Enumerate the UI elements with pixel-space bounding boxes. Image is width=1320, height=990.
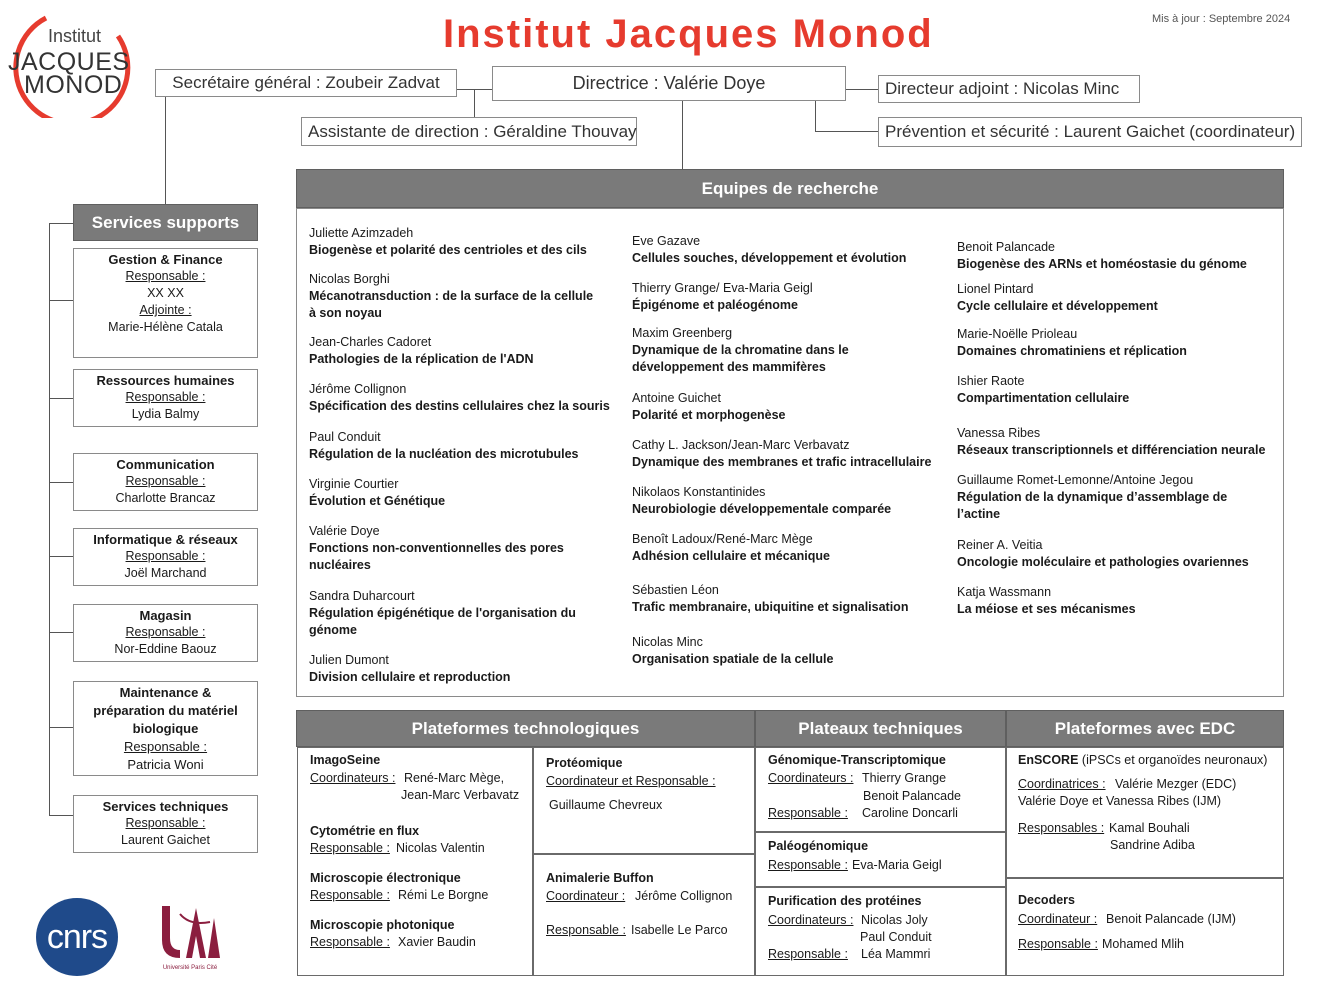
team-entry xyxy=(957,281,1158,315)
service-resp-label: Responsable : xyxy=(125,816,206,830)
team-topic: Biogenèse des ARNs et homéostasie du génome xyxy=(957,257,1247,271)
team-topic: Organisation spatiale de la cellule xyxy=(632,652,834,666)
team-leader: Nikolaos Konstantinides xyxy=(632,485,766,499)
team-entry xyxy=(309,225,587,259)
team-entry xyxy=(957,537,1249,571)
team-topic: Cellules souches, développement et évolution xyxy=(632,251,907,265)
service-ressources-humaines xyxy=(73,369,258,427)
decoders-coord-label: Coordinateur : xyxy=(1018,912,1098,926)
proteomique-title: Protéomique xyxy=(546,756,623,770)
team-entry xyxy=(957,425,1265,459)
service-title: Maintenance & xyxy=(119,685,212,700)
team-entry xyxy=(309,334,534,368)
team-leader: Jérôme Collignon xyxy=(309,382,407,396)
decoders-coord: Benoit Palancade (IJM) xyxy=(1106,912,1236,926)
me-resp: Rémi Le Borgne xyxy=(398,888,489,902)
ijm-logo xyxy=(6,6,138,116)
connector-line xyxy=(49,727,73,728)
animalerie-resp: Isabelle Le Parco xyxy=(631,923,728,937)
decoders-resp: Mohamed Mlih xyxy=(1102,937,1184,951)
service-resp-label: Responsable : xyxy=(125,390,206,404)
genomique-coord-2: Benoit Palancade xyxy=(863,789,961,803)
me-resp-label: Responsable : xyxy=(310,888,390,902)
team-entry xyxy=(309,476,445,510)
paleo-resp-label: Responsable : xyxy=(768,858,848,872)
team-topic: Fonctions non-conventionnelles des pores xyxy=(309,541,564,555)
genomique-title: Génomique-Transcriptomique xyxy=(768,753,946,767)
team-leader: Virginie Courtier xyxy=(309,477,399,491)
paleo-resp: Eva-Maria Geigl xyxy=(852,858,942,872)
service-resp-name: Nor-Eddine Baouz xyxy=(114,642,217,656)
cytometrie-resp-label: Responsable : xyxy=(310,841,390,855)
team-leader: Marie-Noëlle Prioleau xyxy=(957,327,1078,341)
team-leader: Paul Conduit xyxy=(309,430,381,444)
decoders-resp-label: Responsable : xyxy=(1018,937,1098,951)
service-resp-label: Responsable : xyxy=(125,549,206,563)
team-entry xyxy=(632,582,908,616)
team-leader: Benoit Palancade xyxy=(957,240,1055,254)
mp-resp: Xavier Baudin xyxy=(398,935,476,949)
imagoseine-coord-1: René-Marc Mège, xyxy=(404,771,505,785)
purification-coord-1: Nicolas Joly xyxy=(861,913,928,927)
mp-resp-label: Responsable : xyxy=(310,935,390,949)
service-resp-label: Responsable : xyxy=(125,625,206,639)
team-entry xyxy=(957,472,1227,523)
team-leader: Guillaume Romet-Lemonne/Antoine Jegou xyxy=(957,473,1194,487)
imagoseine-coord-label: Coordinateurs : xyxy=(310,771,396,785)
purification-coord-label: Coordinateurs : xyxy=(768,913,854,927)
logo-text-jacques: JACQUES xyxy=(8,48,130,76)
assistante-box: Assistante de direction : Géraldine Thouvay xyxy=(301,117,637,146)
research-teams-header: Equipes de recherche xyxy=(296,169,1284,208)
animalerie-coord-label: Coordinateur : xyxy=(546,889,626,903)
genomique-resp-label: Responsable : xyxy=(768,806,848,820)
team-entry xyxy=(957,326,1187,360)
connector-line xyxy=(49,300,73,301)
upc-label: Université Paris Cité xyxy=(162,965,218,971)
connector-line xyxy=(49,556,73,557)
proteomique-label: Coordinateur et Responsable : xyxy=(546,774,716,788)
team-leader: Vanessa Ribes xyxy=(957,426,1041,440)
paleogenomique-title: Paléogénomique xyxy=(768,839,869,853)
microscopie-photonique-title: Microscopie photonique xyxy=(310,918,455,932)
team-leader: Valérie Doye xyxy=(309,524,380,538)
team-topic: Dynamique de la chromatine dans le xyxy=(632,343,849,357)
service-resp-label: Responsable : xyxy=(125,474,206,488)
team-entry xyxy=(309,588,576,639)
animalerie-resp-label: Responsable : xyxy=(546,923,626,937)
service-title-2: préparation du matériel xyxy=(93,703,238,718)
plateaux-header: Plateaux techniques xyxy=(755,710,1006,747)
service-title: Gestion & Finance xyxy=(108,252,223,267)
team-entry xyxy=(632,531,830,565)
genomique-coord-1: Thierry Grange xyxy=(862,771,947,785)
service-informatique xyxy=(73,528,258,586)
service-title: Communication xyxy=(116,457,215,472)
service-title: Informatique & réseaux xyxy=(93,532,238,547)
purification-resp: Léa Mammri xyxy=(861,947,931,961)
connector-line xyxy=(682,101,683,169)
team-entry xyxy=(309,271,593,322)
enscore-title-line xyxy=(1018,752,1267,769)
secretaire-general-box: Secrétaire général : Zoubeir Zadvat xyxy=(155,69,457,97)
team-entry xyxy=(957,373,1129,407)
team-entry xyxy=(309,381,610,415)
team-leader: Nicolas Borghi xyxy=(309,272,390,286)
connector-line xyxy=(815,131,878,132)
connector-line xyxy=(165,97,166,204)
team-entry xyxy=(632,325,849,376)
services-supports-header: Services supports xyxy=(73,204,258,241)
service-techniques xyxy=(73,795,258,853)
enscore-coord-label: Coordinatrices : xyxy=(1018,777,1106,791)
team-topic: Évolution et Génétique xyxy=(309,494,446,508)
service-resp-name: XX XX xyxy=(147,286,184,300)
enscore-subtitle: (iPSCs et organoïdes neuronaux) xyxy=(1081,753,1268,767)
connector-line xyxy=(846,89,878,90)
service-adjoint-name: Marie-Hélène Catala xyxy=(108,320,223,334)
genomique-resp: Caroline Doncarli xyxy=(862,806,958,820)
team-leader: Juliette Azimzadeh xyxy=(309,226,414,240)
team-topic: Régulation épigénétique de l'organisation du xyxy=(309,606,576,620)
team-topic: Cycle cellulaire et développement xyxy=(957,299,1158,313)
service-communication xyxy=(73,453,258,511)
upc-emblem-icon xyxy=(150,900,230,966)
team-leader: Antoine Guichet xyxy=(632,391,721,405)
team-topic-continued: nucléaires xyxy=(309,558,371,572)
proteomique-name: Guillaume Chevreux xyxy=(549,798,663,812)
team-topic: Pathologies de la réplication de l'ADN xyxy=(309,352,534,366)
team-leader: Reiner A. Veitia xyxy=(957,538,1043,552)
logo-text-monod: MONOD xyxy=(24,71,123,99)
team-leader: Cathy L. Jackson/Jean-Marc Verbavatz xyxy=(632,438,850,452)
directeur-adjoint-box: Directeur adjoint : Nicolas Minc xyxy=(878,75,1140,103)
team-entry xyxy=(632,484,891,518)
team-leader: Nicolas Minc xyxy=(632,635,703,649)
service-resp-name: Laurent Gaichet xyxy=(121,833,210,847)
service-resp-name: Joël Marchand xyxy=(124,566,207,580)
plateformes-tech-header: Plateformes technologiques xyxy=(296,710,755,747)
team-leader: Sébastien Léon xyxy=(632,583,719,597)
cnrs-logo: cnrs xyxy=(36,898,118,976)
connector-line xyxy=(815,101,816,131)
team-topic: Domaines chromatiniens et réplication xyxy=(957,344,1187,358)
logo-text-institut: Institut xyxy=(48,26,102,46)
cytometrie-title: Cytométrie en flux xyxy=(310,824,420,838)
enscore-resp-1: Kamal Bouhali xyxy=(1109,821,1190,835)
team-topic: Neurobiologie développementale comparée xyxy=(632,502,892,516)
team-topic-continued: l’actine xyxy=(957,507,1001,521)
plateformes-edc-header: Plateformes avec EDC xyxy=(1006,710,1284,747)
purification-resp-label: Responsable : xyxy=(768,947,848,961)
connector-line xyxy=(49,398,73,399)
team-topic: Régulation de la nucléation des microtubules xyxy=(309,447,579,461)
connector-line xyxy=(49,815,73,816)
service-resp-name: Charlotte Brancaz xyxy=(115,491,216,505)
team-topic: Biogenèse et polarité des centrioles et des cils xyxy=(309,243,587,257)
team-entry xyxy=(309,523,564,574)
team-leader: Thierry Grange/ Eva-Maria Geigl xyxy=(632,281,813,295)
service-resp-label: Responsable : xyxy=(125,269,206,283)
team-topic: Adhésion cellulaire et mécanique xyxy=(632,549,830,563)
team-leader: Eve Gazave xyxy=(632,234,701,248)
service-maintenance xyxy=(73,681,258,776)
team-topic: Polarité et morphogenèse xyxy=(632,408,786,422)
team-topic: Compartimentation cellulaire xyxy=(957,391,1130,405)
team-entry xyxy=(632,437,931,471)
team-topic: Trafic membranaire, ubiquitine et signalisation xyxy=(632,600,909,614)
service-title-3: biologique xyxy=(132,721,199,736)
research-teams-panel xyxy=(296,208,1284,697)
connector-line xyxy=(49,223,73,224)
team-entry xyxy=(309,429,579,463)
team-topic: Spécification des destins cellulaires chez la souris xyxy=(309,399,610,413)
enscore-coord-1: Valérie Mezger (EDC) xyxy=(1115,777,1237,791)
imagoseine-title: ImagoSeine xyxy=(310,753,381,767)
team-topic: Réseaux transcriptionnels et différenciation neurale xyxy=(957,443,1266,457)
team-topic: Régulation de la dynamique d’assemblage de xyxy=(957,490,1228,504)
enscore-resp-2: Sandrine Adiba xyxy=(1110,838,1195,852)
team-leader: Ishier Raote xyxy=(957,374,1025,388)
service-gestion-finance xyxy=(73,248,258,358)
team-topic: Dynamique des membranes et trafic intracellulaire xyxy=(632,455,932,469)
team-entry xyxy=(632,634,833,668)
imagoseine-coord-2: Jean-Marc Verbavatz xyxy=(401,788,520,802)
team-entry xyxy=(309,652,510,686)
team-leader: Lionel Pintard xyxy=(957,282,1034,296)
team-entry xyxy=(632,233,906,267)
team-topic: Division cellulaire et reproduction xyxy=(309,670,511,684)
cytometrie-resp: Nicolas Valentin xyxy=(396,841,485,855)
team-leader: Benoît Ladoux/René-Marc Mège xyxy=(632,532,813,546)
service-resp-name: Patricia Woni xyxy=(127,757,204,772)
team-entry xyxy=(632,390,786,424)
connector-line xyxy=(474,89,475,117)
team-topic: Oncologie moléculaire et pathologies ovariennes xyxy=(957,555,1249,569)
purification-coord-2: Paul Conduit xyxy=(860,930,932,944)
team-topic-continued: développement des mammifères xyxy=(632,360,826,374)
enscore-coord-2: Valérie Doye et Vanessa Ribes (IJM) xyxy=(1018,794,1222,808)
enscore-resp-label: Responsables : xyxy=(1018,821,1105,835)
directrice-box: Directrice : Valérie Doye xyxy=(492,66,846,101)
team-leader: Julien Dumont xyxy=(309,653,389,667)
team-leader: Maxim Greenberg xyxy=(632,326,733,340)
team-topic: La méiose et ses mécanismes xyxy=(957,602,1136,616)
service-resp-name: Lydia Balmy xyxy=(131,407,200,421)
animalerie-title: Animalerie Buffon xyxy=(546,871,654,885)
connector-line xyxy=(49,482,73,483)
purification-title: Purification des protéines xyxy=(768,894,922,908)
update-date: Mis à jour : Septembre 2024 xyxy=(1152,13,1291,25)
decoders-title: Decoders xyxy=(1018,893,1075,907)
team-topic: Mécanotransduction : de la surface de la cellule xyxy=(309,289,594,303)
service-title: Magasin xyxy=(139,608,192,623)
team-leader: Jean-Charles Cadoret xyxy=(309,335,432,349)
service-title: Services techniques xyxy=(102,799,229,814)
service-magasin xyxy=(73,604,258,662)
team-entry xyxy=(957,584,1136,618)
team-entry xyxy=(632,280,813,314)
microscopie-electronique-title: Microscopie électronique xyxy=(310,871,461,885)
animalerie-coord: Jérôme Collignon xyxy=(635,889,733,903)
service-adjoint-label: Adjointe : xyxy=(139,303,192,317)
connector-line xyxy=(49,632,73,633)
service-resp-label: Responsable : xyxy=(123,739,208,754)
enscore-title: EnSCORE xyxy=(1018,753,1079,767)
page-title: Institut Jacques Monod xyxy=(443,12,934,56)
team-topic: Épigénome et paléogénome xyxy=(632,298,799,312)
team-topic-continued: à son noyau xyxy=(309,306,382,320)
service-title: Ressources humaines xyxy=(96,373,235,388)
prevention-box: Prévention et sécurité : Laurent Gaichet (coordinateur) xyxy=(878,117,1302,147)
team-leader: Sandra Duharcourt xyxy=(309,589,415,603)
genomique-coord-label: Coordinateurs : xyxy=(768,771,854,785)
team-entry xyxy=(957,239,1247,273)
team-leader: Katja Wassmann xyxy=(957,585,1052,599)
team-topic-continued: génome xyxy=(309,623,357,637)
